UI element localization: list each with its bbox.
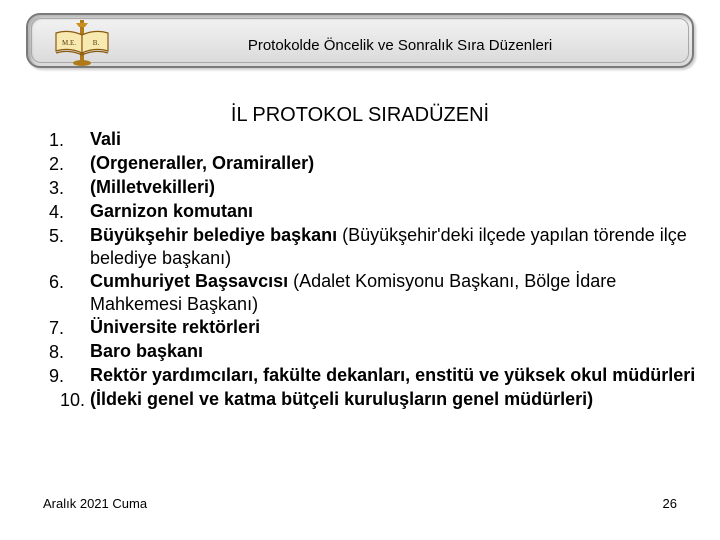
list-item-number: 8. [49,342,65,362]
list-item-bold-text: Üniversite rektörleri [90,317,261,337]
list-item-number: 9. [49,366,65,386]
list-item-bold-text: Baro başkanı [90,341,204,361]
svg-text:M.E.: M.E. [62,39,76,47]
protocol-list [40,128,700,412]
list-item-bold-text: Rektör yardımcıları, fakülte dekanları, enstitü ve yüksek okul müdürleri [90,365,696,385]
list-item-text [90,340,700,364]
list-item-text [90,224,700,270]
svg-text:B.: B. [92,39,100,47]
list-item [40,364,700,388]
list-item-bold-text: Garnizon komutanı [90,201,254,221]
list-item-note-text: (Büyükşehir'deki ilçede yapılan törende ilçe belediye başkanı) [90,225,687,268]
list-item-note-text: (Adalet Komisyonu Başkanı, Bölge İdare Mahkemesi Başkanı) [90,271,617,314]
list-item-text [90,316,700,340]
list-item [40,152,700,176]
slide-title: İL PROTOKOL SIRADÜZENİ [230,104,490,126]
page-number: 26 [662,496,677,511]
list-item-text [90,128,700,152]
list-item-bold-text: (Milletvekilleri) [90,177,216,197]
list-item-number: 3. [49,178,65,198]
list-item-text [90,176,700,200]
list-item-number: 4. [49,202,65,222]
list-item [40,388,700,412]
list-item [40,200,700,224]
list-item [40,340,700,364]
list-item-number: 10. [59,390,85,410]
list-item-bold-text: Büyükşehir belediye başkanı [90,225,343,245]
list-item-bold-text: (Orgeneraller, Oramiraller) [90,153,315,173]
list-item-text [90,388,700,412]
header-title: Protokolde Öncelik ve Sonralık Sıra Düzenleri [247,37,553,54]
list-item-text [90,270,700,316]
list-item-text [90,200,700,224]
meb-book-logo-icon [52,17,112,67]
list-item [40,316,700,340]
list-item-bold-text: Vali [90,129,122,149]
list-item [40,128,700,152]
list-item [40,224,700,270]
list-item-number: 7. [49,318,65,338]
list-item-text [90,364,700,388]
list-item-bold-text: (İldeki genel ve katma bütçeli kuruluşların genel müdürleri) [90,389,594,409]
list-item-number: 2. [49,154,65,174]
list-item-number: 6. [49,272,65,292]
list-item-text [90,152,700,176]
footer-date: Aralık 2021 Cuma [43,496,148,511]
list-item [40,176,700,200]
list-item [40,270,700,316]
list-item-number: 5. [49,226,65,246]
list-item-bold-text: Cumhuriyet Başsavcısı [90,271,294,291]
list-item-number: 1. [49,130,65,150]
